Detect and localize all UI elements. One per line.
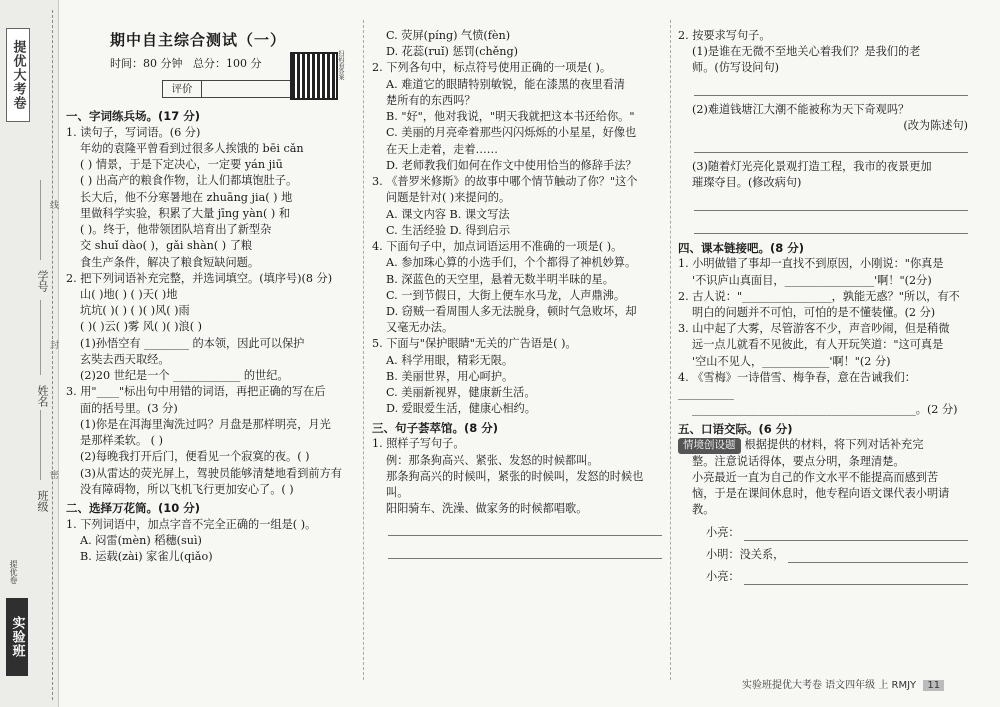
student-name-label: 姓名 (36, 385, 49, 407)
dialogue-line (678, 547, 968, 563)
small-caption: 提优卷 (9, 560, 18, 584)
situation-text: 根据提供的材料，将下列对话补充完 (744, 438, 924, 452)
cut-line (52, 10, 53, 700)
answer-line[interactable] (694, 217, 968, 234)
question-text: A. 课文内容 B. 课文写法 (386, 207, 510, 221)
page-footer (742, 676, 944, 691)
question-text: (1)你是在洱海里淘洗过吗？月盘是那样明亮，月光 (80, 417, 331, 431)
column-3-content (678, 28, 968, 585)
question-text: 楚所有的东西吗？ (386, 93, 476, 107)
dialogue-answer-line[interactable] (744, 525, 968, 541)
question-text: 璀璨夺目。(修改病句) (692, 176, 802, 190)
question-text: 里做科学实验，积累了大量 jīng yàn( ) 和 (80, 206, 291, 220)
question-text: 又毫无办法。 (386, 321, 454, 335)
question-text: 阳阳骑车、洗澡、做家务的时候都唱歌。 (386, 502, 588, 516)
question-text: 长大后，他不分寒暑地在 zhuāng jia( ) 地 (80, 190, 293, 204)
question-text: (3)从雷达的荧光屏上，驾驶员能够清楚地看到前方有 (80, 466, 342, 480)
question: 1. 读句子，写词语。(6 分) (66, 125, 201, 139)
question-text: (1)孙悟空有 ________ 的本领，因此可以保护 (80, 336, 305, 350)
question: 1. 小明做错了事却一直找不到原因，小刚说："你真是 (678, 257, 944, 271)
question-text: ( )。终于，他带领团队培育出了新型杂 (80, 223, 272, 237)
column-1 (66, 0, 354, 707)
answer-line[interactable] (694, 194, 968, 211)
question: 4. 下面句子中，加点词语运用不准确的一项是( )。 (372, 240, 623, 254)
section-heading: 一、字词练兵场。(17 分) (66, 109, 201, 123)
score-box[interactable] (162, 80, 298, 98)
column-1-content (66, 106, 354, 565)
qr-caption: 扫码看答案 (337, 50, 344, 80)
question: 3. 用"____"标出句中用错的词语，再把正确的写在后 (66, 385, 326, 399)
question-text: B. 深蓝色的天空里，悬着无数半明半昧的星。 (386, 272, 614, 286)
footer-text: 实验班提优大考卷 语文四年级 上 RMJY (742, 680, 917, 691)
question-text: 问题是针对( )来提问的。 (386, 191, 511, 205)
question-text: 在天上走着，走着…… (386, 142, 498, 156)
situation-instruction (678, 437, 968, 453)
question-text: C. 荧屏(píng) 气愤(fèn) (386, 29, 511, 42)
section-heading: 三、句子荟萃馆。(8 分) (372, 420, 499, 435)
question-text: 那条狗高兴的时候叫，紧张的时候叫，发怒的时候也叫。 (386, 469, 644, 499)
question: 2. 古人说："________________，孰能无惑？"所以，有不 (678, 289, 960, 303)
question-text: D. 老师教我们如何在作文中使用恰当的修辞手法？ (386, 158, 637, 172)
question: 4. 《雪梅》一诗借雪、梅争春，意在告诫我们：__________ (678, 370, 916, 401)
dialogue-answer-line[interactable] (788, 547, 968, 563)
question-text: B. 美丽世界，用心呵护。 (386, 369, 514, 383)
section-heading: 二、选择万花筒。(10 分) (66, 501, 201, 516)
question-text: 例：那条狗高兴、紧张、发怒的时候都叫。 (386, 453, 599, 467)
dialogue-answer-line[interactable] (744, 569, 968, 585)
class-label: 班级 (36, 490, 49, 512)
question: 5. 下面与"保护眼睛"无关的广告语是( )。 (372, 337, 577, 351)
speaker-label: 小亮： (706, 525, 740, 539)
question-text: 小亮最近一直为自己的作文水平不能提高而感到苦 (692, 470, 939, 484)
question-text: 明白的问题并不可怕，可怕的是不懂装懂。(2 分) (692, 306, 936, 320)
binding-strip (0, 0, 59, 707)
question-text: 没有障碍物，所以飞机飞行更加安心了。( ) (80, 482, 294, 496)
question-text: ________________________________________。(2 分) (692, 403, 958, 417)
question: 3. 《普罗米修斯》的故事中哪个情节触动了你？"这个 (372, 175, 638, 189)
question-text: D. 花蕊(ruǐ) 惩罚(chěng) (386, 45, 519, 59)
question-text: 面的括号里。(3 分) (80, 401, 178, 415)
time-limit: 时间：80 分钟 (110, 57, 183, 70)
question-text: 坑坑( )( ) ( )( )风( )雨 (80, 304, 190, 318)
score-label: 评价 (163, 81, 202, 97)
question-text: 远一点儿就看不见彼此，有人开玩笑道："这可真是 (692, 338, 944, 352)
exam-title: 期中自主综合测试（一） (110, 31, 287, 49)
question: 1. 下列词语中，加点字音不完全正确的一组是( )。 (66, 517, 317, 531)
answer-line[interactable] (388, 542, 662, 559)
question-text: (2)每晚我打开后门，便看见一个寂寞的夜。( ) (80, 450, 310, 464)
question-text: C. 一到节假日，大街上便车水马龙，人声鼎沸。 (386, 288, 626, 302)
answer-line[interactable] (694, 136, 968, 153)
question-text: A. 难道它的眼睛特别敏锐，能在漆黑的夜里看清 (386, 77, 625, 91)
situation-badge: 情境创设题 (678, 438, 741, 453)
speaker-label: 小亮： (706, 569, 740, 583)
cut-mark-3: 密 (48, 470, 58, 479)
cut-mark-1: 线 (48, 200, 58, 209)
question-text: (3)随着灯光亮化景观打造工程，我市的夜景更加 (692, 160, 932, 174)
question-text: C. 生活经验 D. 得到启示 (386, 223, 511, 237)
column-3 (678, 0, 968, 707)
question-text: (2)难道钱塘江大潮不能被称为天下奇观吗？ (692, 102, 910, 116)
student-number-label: 学号 (36, 270, 49, 292)
section-heading: 四、课本链接吧。(8 分) (678, 240, 805, 255)
answer-line[interactable] (388, 519, 662, 536)
question-text: 整。注意说话得体，要点分明，条理清楚。 (692, 454, 905, 468)
question-text: '不识庐山真面目，________________'啊！"(2分) (692, 273, 932, 287)
question-text: ( ) 出高产的粮食作物，让人们都填饱肚子。 (80, 174, 298, 188)
question: 2. 下列各句中，标点符号使用正确的一项是( )。 (372, 61, 612, 75)
question-text: A. 参加珠心算的小选手们，个个都得了神机妙算。 (386, 256, 637, 270)
question-text: 山( )地( ) ( )天( )地 (80, 288, 178, 302)
class-line (40, 410, 41, 480)
question-text: ( ) 情景，于是下定决心，一定要 yán jiū (80, 158, 283, 172)
column-divider-1 (363, 20, 364, 680)
question-text: 交 shuǐ dào( )，gǎi shàn( ) 了粮 (80, 239, 253, 253)
question-text: A. 闷雷(mèn) 稻穗(suì) (80, 533, 202, 547)
question: 2. 按要求写句子。 (678, 29, 771, 42)
answer-line[interactable] (694, 79, 968, 96)
question-text: 是那样柔软。 ( ) (80, 434, 163, 448)
question-text: (2)20 世纪是一个 ____________ 的世纪。 (80, 369, 289, 383)
question-text: ( )( )云( )雾 风( )( )浪( ) (80, 320, 203, 334)
question-text: (1)是谁在无微不至地关心着我们？是我们的老 (692, 45, 921, 59)
student-number-line (40, 180, 41, 260)
question-text: '空山不见人，____________'啊！"(2 分) (692, 354, 891, 368)
question-text: B. "好"，他对我说，"明天我就把这本书还给你。" (386, 110, 635, 124)
student-name-line (40, 300, 41, 375)
question: 3. 山中起了大雾，尽管游客不少，声音吵闹，但是稍微 (678, 322, 950, 336)
column-2-content (372, 28, 662, 565)
dialogue-line (678, 569, 968, 585)
question-text: 年幼的袁隆平曾看到过很多人挨饿的 bēi cǎn (80, 141, 304, 155)
cut-mark-2: 封 (48, 340, 58, 349)
column-divider-2 (670, 20, 671, 680)
question-text: 恼，于是在课间休息时，他专程向语文课代表小明请教。 (692, 487, 950, 517)
exam-meta (110, 56, 262, 72)
question-text: 师。(仿写设问句) (692, 61, 780, 75)
dialogue-line (678, 525, 968, 541)
question-text: B. 运载(zài) 家雀儿(qiǎo) (80, 550, 213, 564)
question-text: D. 爱眼爱生活，健康心相约。 (386, 402, 536, 416)
page-number: 11 (923, 680, 944, 691)
question: 2. 把下列词语补充完整，并选词填空。(填序号)(8 分) (66, 271, 333, 285)
question-text: 食生产条件，解决了粮食短缺问题。 (80, 255, 260, 269)
question-text: 玄奘去西天取经。 (80, 352, 170, 366)
question-text: C. 美丽新视界，健康新生活。 (386, 386, 536, 400)
question-text: A. 科学用眼，精彩无限。 (386, 353, 514, 367)
instruction: (改为陈述句) (903, 118, 968, 132)
brand-logo-top: 提优大考卷 (6, 28, 30, 122)
qr-code-icon[interactable] (290, 52, 338, 100)
brand-logo-bottom: 实验班 (6, 598, 28, 676)
question-text: C. 美丽的月亮牵着那些闪闪烁烁的小星星，好像也 (386, 126, 637, 140)
column-2 (372, 0, 662, 707)
speaker-label: 小明：没关系， (706, 547, 785, 561)
question: 1. 照样子写句子。 (372, 437, 465, 451)
question-text: D. 窃贼一看周围人多无法脱身，顿时气急败坏，却 (386, 304, 637, 318)
section-heading: 五、口语交际。(6 分) (678, 421, 793, 436)
total-score: 总分：100 分 (193, 57, 262, 70)
